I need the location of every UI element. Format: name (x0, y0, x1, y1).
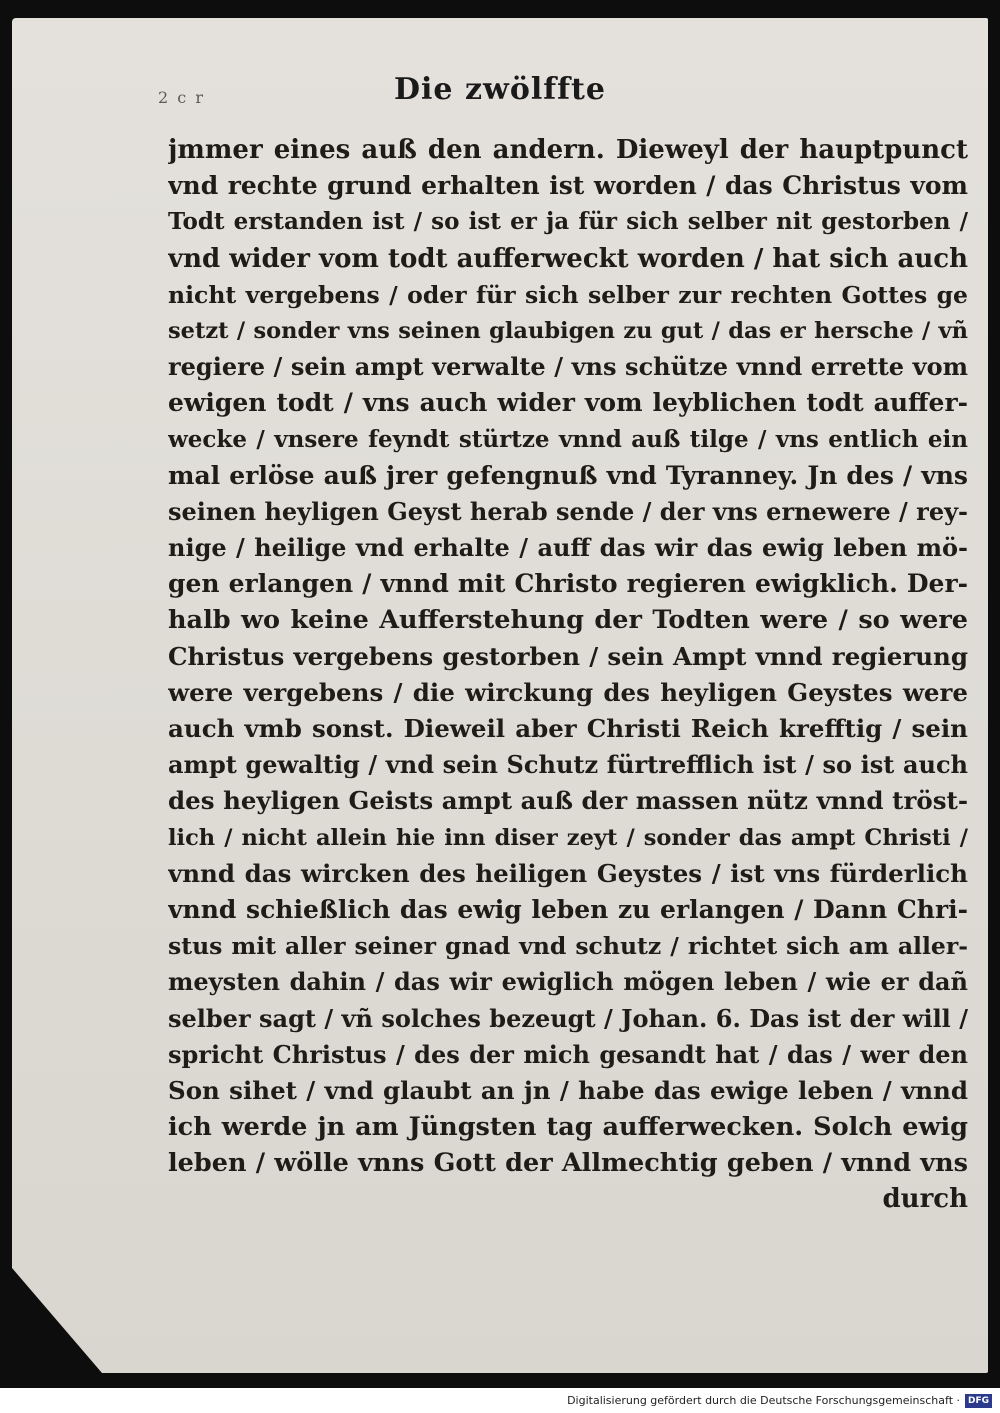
text-line: seinen heyligen Geyst herab sende / der vns ernewere / rey- (168, 496, 968, 526)
text-line: ampt gewaltig / vnd sein Schutz fürtrefflich ist / so ist auch (168, 750, 968, 780)
text-line: were vergebens / die wirckung des heyligen Geystes were (168, 677, 968, 707)
catchword: durch (882, 1184, 968, 1215)
text-line: spricht Christus / des der mich gesandt hat / das / wer den (168, 1039, 968, 1069)
text-line: lich / nicht allein hie inn diser zeyt / sonder das ampt Christi / (168, 824, 968, 851)
text-line: setzt / sonder vns seinen glaubigen zu gut / das er hersche / vñ (168, 317, 968, 344)
text-line: stus mit aller seiner gnad vnd schutz / richtet sich am aller- (168, 932, 968, 961)
text-line: vnd wider vom todt aufferweckt worden / hat sich auch (168, 243, 968, 274)
text-line: halb wo keine Aufferstehung der Todten were / so were (168, 605, 968, 636)
text-line: Son sihet / vnd glaubt an jn / habe das ewige leben / vnnd (168, 1075, 968, 1105)
funding-credit: Digitalisierung gefördert durch die Deutsche Forschungsgemeinschaft · (567, 1394, 960, 1407)
text-line: selber sagt / vñ solches bezeugt / Johan. 6. Das ist der will / (168, 1003, 968, 1033)
dfg-logo: DFG (965, 1394, 992, 1408)
text-line: mal erlöse auß jrer gefengnuß vnd Tyranney. Jn des / vns (168, 460, 968, 490)
text-line: nige / heilige vnd erhalte / auff das wir das ewig leben mö- (168, 533, 968, 563)
text-line: Christus vergebens gestorben / sein Ampt vnnd regierung (168, 641, 968, 671)
folio-mark: 2 c r (158, 88, 205, 107)
body-text (168, 132, 968, 1218)
text-line: auch vmb sonst. Dieweil aber Christi Reich krefftig / sein (168, 714, 968, 743)
text-line: gen erlangen / vnnd mit Christo regieren ewigklich. Der- (168, 569, 968, 599)
text-line: vnd rechte grund erhalten ist worden / das Christus vom (168, 171, 968, 201)
text-line: ewigen todt / vns auch wider vom leyblichen todt auffer- (168, 388, 968, 418)
text-line: des heyligen Geists ampt auß der massen nütz vnnd tröst- (168, 786, 968, 816)
text-line: vnnd schießlich das ewig leben zu erlangen / Dann Chri- (168, 894, 968, 924)
text-line: leben / wölle vnns Gott der Allmechtig geben / vnnd vns (168, 1148, 968, 1179)
text-line: jmmer eines auß den andern. Dieweyl der hauptpunct (168, 135, 968, 165)
torn-corner (12, 1268, 102, 1373)
text-line: Todt erstanden ist / so ist er ja für sich selber nit gestorben / (168, 208, 968, 236)
text-line: wecke / vnsere feyndt stürtze vnnd auß tilge / vns entlich ein (168, 425, 968, 453)
running-head: Die zwölffte (394, 72, 606, 107)
text-line: vnnd das wircken des heiligen Geystes / ist vns fürderlich (168, 858, 968, 888)
text-line: nicht vergebens / oder für sich selber zur rechten Gottes ge (168, 280, 968, 309)
text-line: ich werde jn am Jüngsten tag aufferwecken. Solch ewig (168, 1112, 968, 1143)
text-line: meysten dahin / das wir ewiglich mögen leben / wie er dañ (168, 967, 968, 997)
text-line: regiere / sein ampt verwalte / vns schütze vnnd errette vom (168, 352, 968, 382)
